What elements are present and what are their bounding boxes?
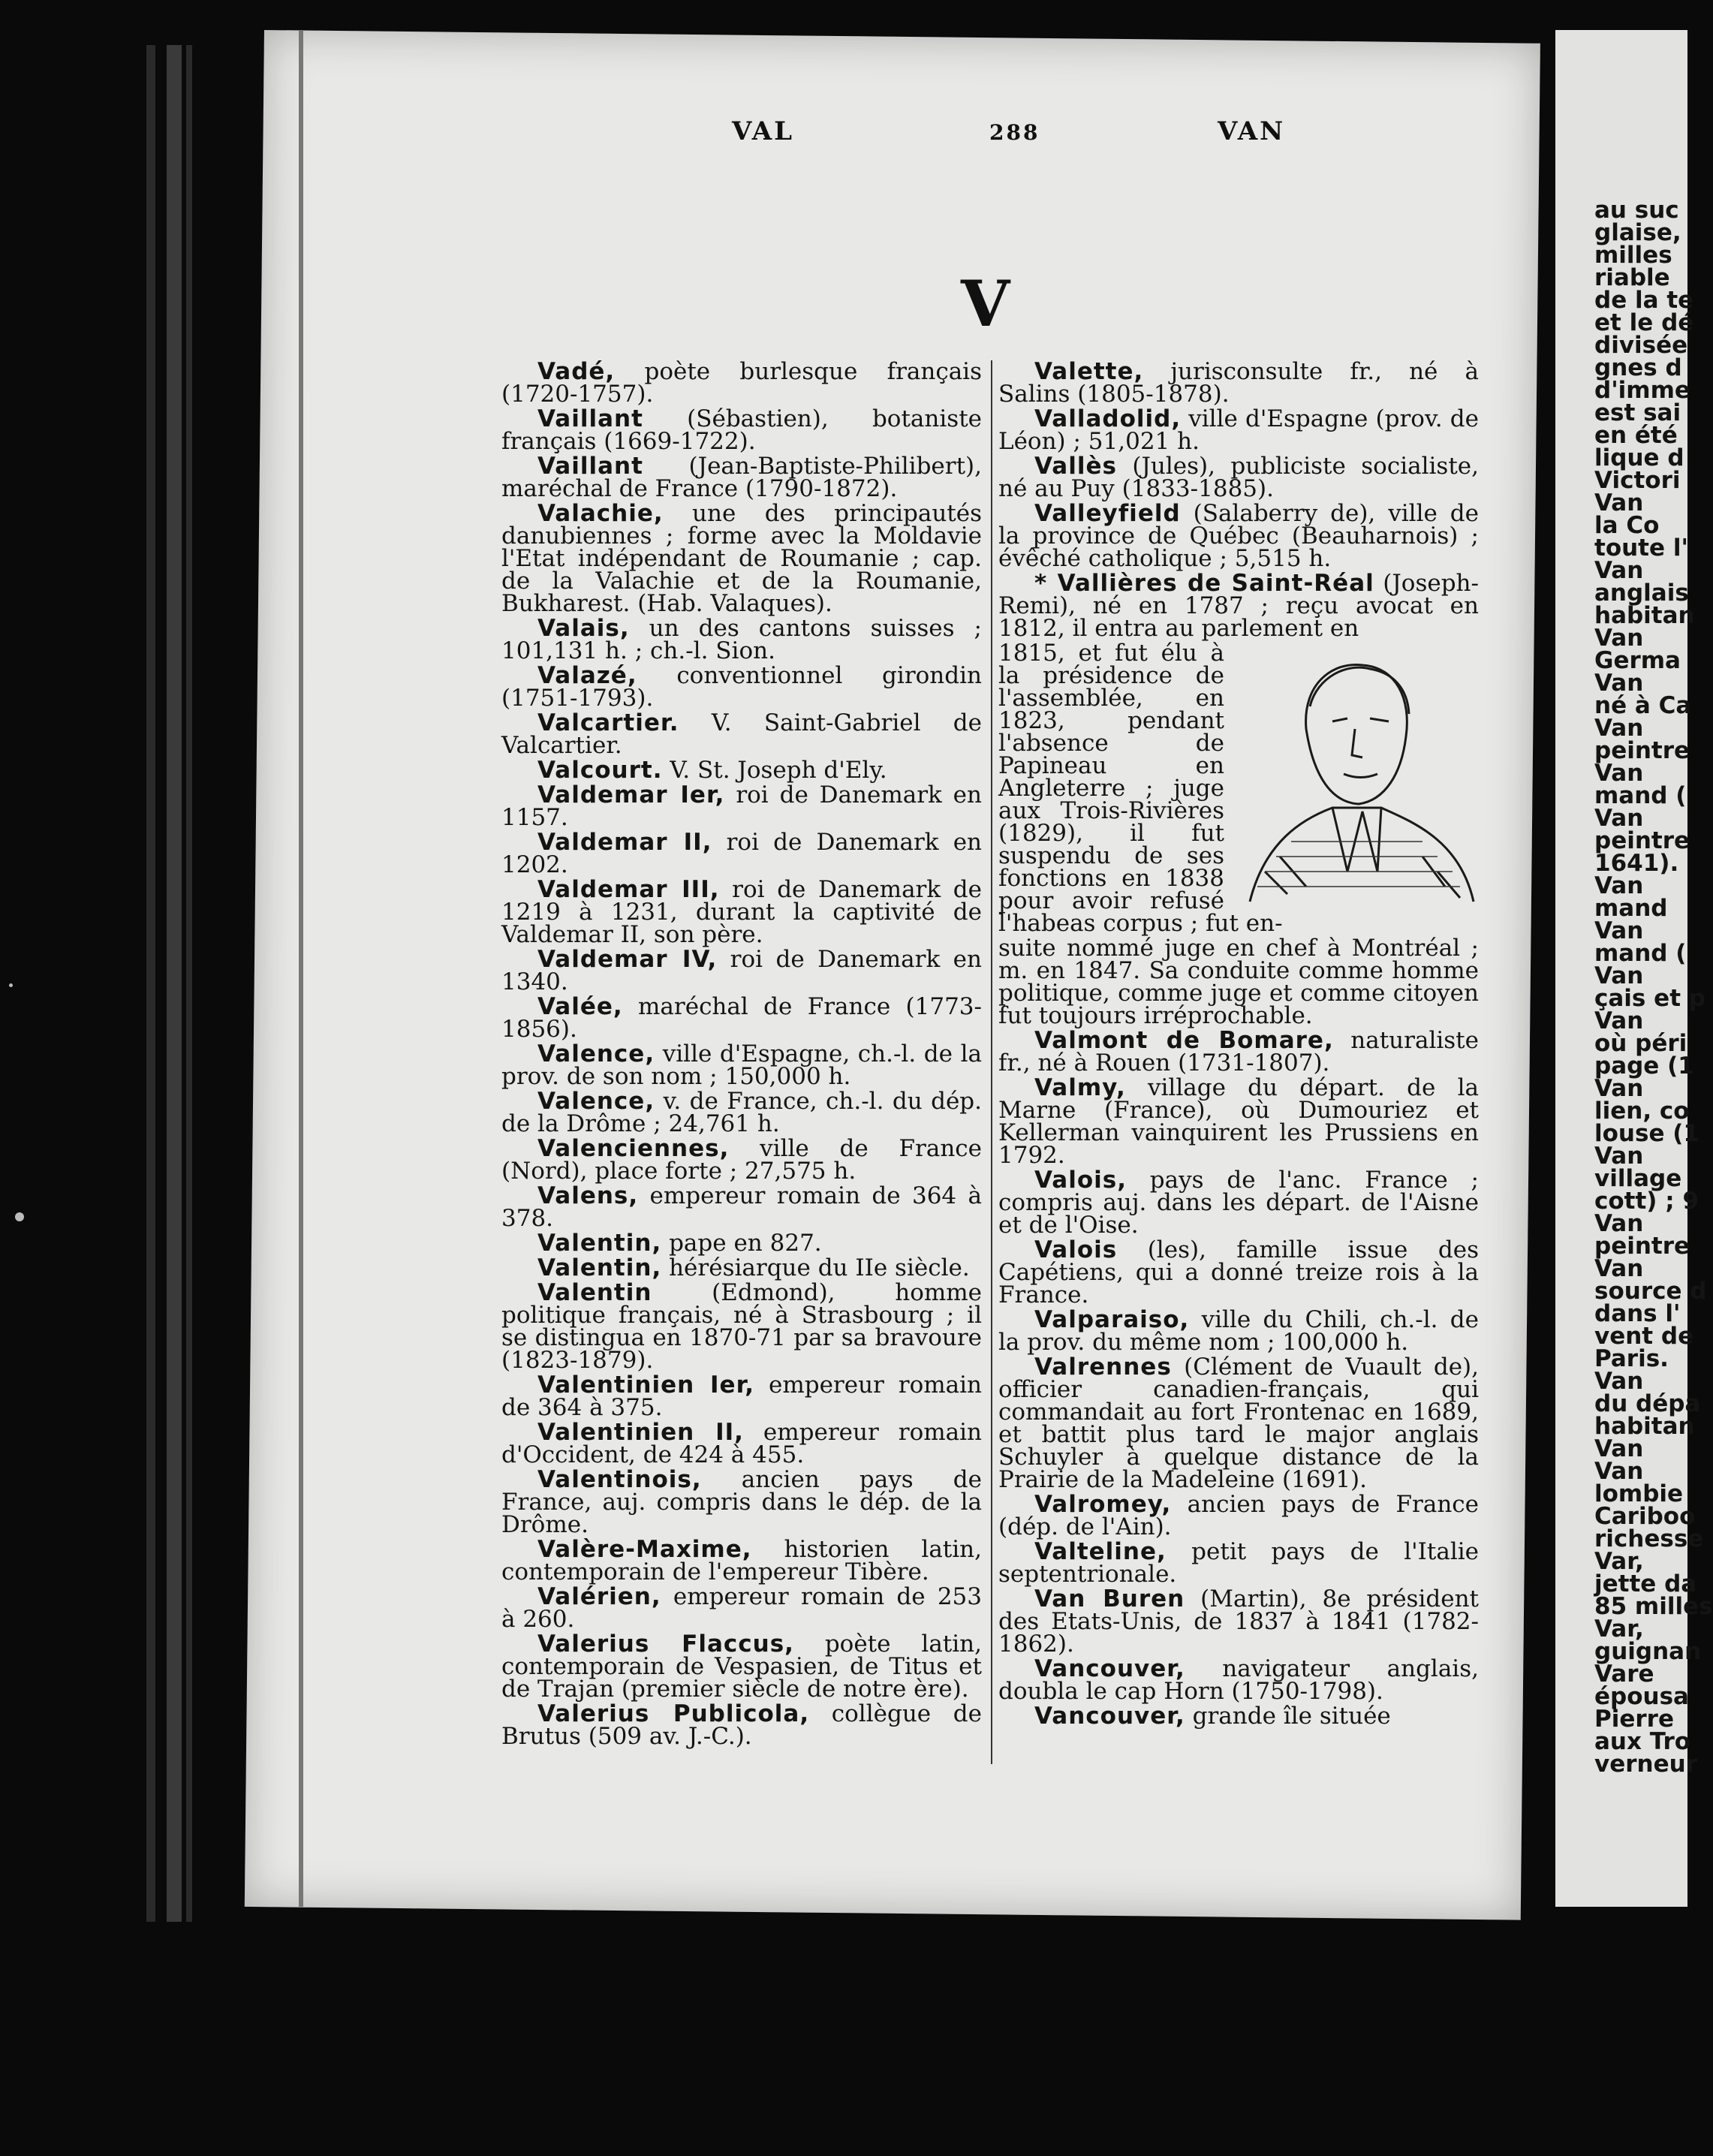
entry-text: ancien pays de France, auj. compris dans le dép. de la Drôme. — [501, 1466, 982, 1538]
entry-text: empereur romain de 253 à 260. — [501, 1583, 982, 1633]
dictionary-entry — [501, 1700, 982, 1750]
entry-headword: Valentinois, — [537, 1466, 702, 1493]
entry-headword: Van Buren — [1034, 1585, 1185, 1612]
dictionary-entry — [998, 1236, 1479, 1308]
facing-page-line: çais et p — [1594, 985, 1705, 1012]
facing-page-line: Pierre — [1594, 1706, 1674, 1733]
entry-headword: Valérien, — [537, 1583, 661, 1610]
section-letter: V — [961, 266, 1010, 341]
facing-page-line: Var, — [1594, 1548, 1644, 1575]
entry-headword: Valmy, — [1034, 1074, 1126, 1101]
entry-headword: Valens, — [537, 1182, 639, 1209]
facing-page-line: Van — [1594, 625, 1644, 652]
entry-headword: Valois, — [1034, 1167, 1127, 1194]
dictionary-entry — [998, 1538, 1479, 1588]
facing-page-line: verneur — [1594, 1751, 1697, 1778]
entry-headword: Valenciennes, — [537, 1135, 730, 1162]
facing-page-line: au suc — [1594, 197, 1679, 224]
entry-headword: Valerius Flaccus, — [537, 1631, 794, 1658]
entry-text: empereur romain d'Occident, de 424 à 455. — [501, 1419, 983, 1468]
entry-text: hérésiarque du IIe siècle. — [661, 1254, 970, 1281]
entry-headword: Vancouver, — [1034, 1703, 1185, 1730]
entry-text: poète latin, contemporain de Vespasien, de Titus et de Trajan (premier siècle de notre ère). — [501, 1631, 982, 1703]
dictionary-entry — [501, 948, 982, 993]
entry-text: roi de Danemark en 1202. — [501, 829, 983, 878]
entry-headword: Valdemar II, — [537, 829, 712, 856]
entry-text: maréchal de France (1773-1856). — [501, 993, 982, 1043]
facing-page-line: Victori — [1594, 467, 1681, 494]
entry-headword: Valmont de Bomare, — [1034, 1027, 1334, 1054]
entry-headword: Valois — [1034, 1236, 1118, 1263]
scan-binding-stripe-3 — [186, 45, 192, 1922]
facing-page-line: Van — [1594, 760, 1644, 787]
left-column — [501, 360, 982, 1750]
entry-text: collègue de Brutus (509 av. J.-C.). — [501, 1700, 982, 1750]
dictionary-entry — [998, 1167, 1479, 1239]
facing-page-line: Van — [1594, 962, 1644, 989]
scan-binding-stripe-2 — [167, 45, 182, 1922]
facing-page-line: peintre — [1594, 1233, 1690, 1260]
entry-text: roi de Danemark en 1157. — [501, 781, 982, 831]
facing-page-line: Van — [1594, 715, 1644, 742]
entry-headword: Valcartier. — [537, 709, 679, 736]
scan-speck — [9, 983, 13, 987]
dictionary-entry — [501, 502, 982, 615]
entry-text: historien latin, contemporain de l'empereur Tibère. — [501, 1536, 982, 1585]
dictionary-entry — [501, 1182, 982, 1232]
entry-headword: Valparaiso, — [1034, 1306, 1190, 1333]
facing-page-line: jette da — [1594, 1570, 1697, 1597]
entry-vallieres-cont: 1815, et fut élu à la présidence de l'assemblée, en 1823, pendant l'absence de Papineau en Angleterre ; juge aux Trois-Rivières (1829), il fut suspendu de ses fonctions en 1838 pour avoir refusé l'habeas corpus ; fut en- — [998, 640, 1283, 937]
entry-vallieres — [998, 572, 1479, 640]
entry-text: naturaliste fr., né à Rouen (1731-1807). — [998, 1027, 1479, 1076]
entry-text: (les), famille issue des Capétiens, qui a donné treize rois à la France. — [998, 1236, 1479, 1308]
entry-headword: Valdemar III, — [537, 876, 720, 903]
entry-text: ville du Chili, ch.-l. de la prov. du même nom ; 100,000 h. — [998, 1306, 1479, 1356]
dictionary-entry — [501, 1040, 982, 1090]
running-head-right: VAN — [1218, 116, 1286, 146]
entry-headword: Valentinien II, — [537, 1419, 744, 1446]
right-column — [998, 360, 1479, 1730]
portrait-engraving — [1235, 646, 1479, 902]
dictionary-entry — [501, 757, 982, 784]
entry-text: ville de France (Nord), place forte ; 27,575 h. — [501, 1135, 982, 1185]
entry-headword: Vadé, — [537, 358, 616, 385]
entry-text: pape en 827. — [661, 1230, 822, 1257]
facing-page-line: village — [1594, 1165, 1682, 1192]
facing-page-line: Paris. — [1594, 1345, 1669, 1372]
scan-binding-stripe-1 — [146, 45, 155, 1922]
facing-page-line: épousa — [1594, 1683, 1689, 1710]
dictionary-entry — [501, 709, 982, 759]
entry-headword: Valazé, — [537, 662, 637, 689]
dictionary-entry — [501, 993, 982, 1043]
dictionary-entry — [998, 1655, 1479, 1705]
entry-text: V. Saint-Gabriel de Valcartier. — [501, 709, 982, 759]
facing-page-line: Van — [1594, 1458, 1644, 1485]
dictionary-entry — [501, 358, 982, 408]
facing-page-line: lien, co — [1594, 1098, 1690, 1125]
entry-text: (Jules), publiciste socialiste, né au Puy (1833-1885). — [998, 453, 1479, 502]
dictionary-entry — [501, 1538, 982, 1583]
facing-page-line: d'imme — [1594, 377, 1690, 404]
entry-text: (Martin), 8e président des Etats-Unis, de 1837 à 1841 (1782-1862). — [998, 1585, 1479, 1658]
entry-headword: * Vallières de Saint-Réal — [1034, 570, 1374, 597]
facing-page-line: Van — [1594, 1368, 1644, 1395]
facing-page-line: lique d — [1594, 444, 1684, 471]
dictionary-entry — [998, 502, 1479, 570]
dictionary-entry — [501, 455, 982, 500]
entry-text: ville d'Espagne, ch.-l. de la prov. de son nom ; 150,000 h. — [501, 1040, 982, 1090]
facing-page-line: Van — [1594, 1143, 1644, 1170]
entry-headword: Valée, — [537, 993, 623, 1020]
facing-page-line: Germa — [1594, 647, 1681, 674]
page-number: 288 — [989, 120, 1040, 145]
entry-text: roi de Danemark en 1340. — [501, 946, 982, 995]
entry-text: V. St. Joseph d'Ely. — [662, 757, 887, 784]
entry-text: (Sébastien), botaniste français (1669-1722). — [501, 405, 982, 455]
facing-page-line: Van — [1594, 1007, 1644, 1034]
entry-headword: Valteline, — [1034, 1538, 1167, 1565]
facing-page-line: cott) ; 9 — [1594, 1188, 1699, 1215]
entry-text: (Clément de Vuault de), officier canadien-français, qui commandait au fort Frontenac en 1689, et battit plus tard le major anglais Schuyler à quelque distance de la Prairie de la Madeleine (1691). — [998, 1354, 1479, 1493]
entry-headword: Valentinien Ier, — [537, 1372, 755, 1399]
entry-text: conventionnel girondin (1751-1793). — [501, 662, 982, 712]
facing-page-line: Vare — [1594, 1661, 1654, 1688]
entry-headword: Valère-Maxime, — [537, 1536, 752, 1563]
dictionary-entry — [998, 455, 1479, 500]
entry-vallieres-end: suite nommé juge en chef à Montréal ; m. en 1847. Sa conduite comme homme politique, comme juge et comme citoyen fut toujours irréprochable. — [998, 935, 1479, 1029]
entry-headword: Valentin — [537, 1279, 652, 1306]
entry-headword: Valentin, — [537, 1230, 662, 1257]
entry-text: empereur romain de 364 à 378. — [501, 1182, 982, 1232]
dictionary-entry — [998, 358, 1479, 408]
facing-page-line: habitan — [1594, 1413, 1695, 1440]
entry-text: ancien pays de France (dép. de l'Ain). — [998, 1491, 1479, 1540]
facing-page-line: divisée — [1594, 332, 1688, 359]
dictionary-entry — [501, 617, 982, 662]
facing-page-line: mand — [1594, 895, 1668, 922]
facing-page-line: toute l' — [1594, 534, 1688, 562]
entry-headword: Valais, — [537, 615, 630, 642]
dictionary-entry — [501, 1281, 982, 1372]
entry-text: grande île située — [1185, 1703, 1391, 1730]
facing-page-line: Van — [1594, 917, 1644, 944]
facing-page-line: mand ( — [1594, 782, 1687, 809]
dictionary-entry — [501, 1585, 982, 1631]
facing-page-line: Van — [1594, 489, 1644, 516]
facing-page-line: 85 milles — [1594, 1593, 1713, 1620]
entry-text: (Joseph-Remi), né en 1787 ; reçu avocat en 1812, il entra au parlement en — [998, 570, 1479, 642]
dictionary-entry — [501, 1631, 982, 1703]
entry-headword: Valence, — [537, 1088, 655, 1115]
facing-page-line: de la te — [1594, 287, 1694, 314]
entry-headword: Vaillant — [537, 405, 643, 432]
facing-page-line: anglais — [1594, 580, 1689, 607]
entry-headword: Valrennes — [1034, 1354, 1172, 1381]
facing-page-line: peintre — [1594, 827, 1690, 854]
entry-text: jurisconsulte fr., né à Salins (1805-1878). — [998, 358, 1479, 408]
column-divider — [991, 360, 992, 1764]
facing-page-line: est sai — [1594, 399, 1681, 426]
dictionary-entry — [501, 781, 982, 831]
dictionary-entry — [501, 1468, 982, 1536]
facing-page-line: page (1 — [1594, 1052, 1694, 1080]
facing-page-fragment — [1555, 30, 1713, 1907]
entry-headword: Valladolid, — [1034, 405, 1182, 432]
entry-text: navigateur anglais, doubla le cap Horn (1750-1798). — [998, 1655, 1479, 1705]
entry-text: empereur romain de 364 à 375. — [501, 1372, 982, 1421]
dictionary-entry — [998, 1029, 1479, 1074]
facing-page-line: richesse — [1594, 1525, 1704, 1552]
facing-page-line: Cariboo — [1594, 1503, 1696, 1530]
entry-headword: Valromey, — [1034, 1491, 1172, 1518]
page-binding-edge — [299, 30, 303, 1907]
facing-page-line: Van — [1594, 1210, 1644, 1237]
dictionary-entry — [998, 405, 1479, 455]
dictionary-entry — [998, 1493, 1479, 1538]
facing-page-line: guignan — [1594, 1638, 1702, 1665]
dictionary-entry — [501, 1230, 982, 1257]
dictionary-entry — [998, 1308, 1479, 1354]
entry-text: (Jean-Baptiste-Philibert), maréchal de France (1790-1872). — [501, 453, 982, 502]
facing-page-line: Van — [1594, 1255, 1644, 1282]
facing-page-line: vent de — [1594, 1323, 1694, 1350]
entry-text: poète burlesque français (1720-1757). — [501, 358, 982, 408]
facing-page-line: Van — [1594, 805, 1644, 832]
facing-page-line: milles — [1594, 242, 1672, 269]
facing-page-line: habitan — [1594, 602, 1695, 629]
entry-headword: Valcourt. — [537, 757, 663, 784]
entry-headword: Valette, — [1034, 358, 1144, 385]
facing-page-line: peintre — [1594, 737, 1690, 764]
facing-page-line: lombie — [1594, 1480, 1684, 1507]
dictionary-entry — [998, 1585, 1479, 1658]
entry-headword: Valleyfield — [1034, 500, 1181, 527]
entry-headword: Valachie, — [537, 500, 664, 527]
entry-text: v. de France, ch.-l. du dép. de la Drôme ; 24,761 h. — [501, 1088, 982, 1137]
facing-page-line: dans l' — [1594, 1300, 1681, 1327]
dictionary-entry — [501, 1421, 982, 1466]
dictionary-entry — [501, 1254, 982, 1281]
entry-text: village du départ. de la Marne (France), où Dumouriez et Kellerman vainquirent les Prussiens en 1792. — [998, 1074, 1479, 1169]
entry-headword: Valdemar IV, — [537, 946, 718, 973]
facing-page-line: louse (1 — [1594, 1120, 1699, 1147]
facing-page-line: Van — [1594, 1075, 1644, 1102]
entry-text: (Salaberry de), ville de la province de Québec (Beauharnois) ; évêché catholique ; 5,515 h. — [998, 500, 1479, 572]
dictionary-entry — [501, 1090, 982, 1135]
dictionary-entry — [998, 1703, 1479, 1730]
facing-page-line: en été — [1594, 422, 1678, 449]
entry-headword: Valdemar Ier, — [537, 781, 725, 808]
entry-headword: Valentin, — [537, 1254, 662, 1281]
facing-page-line: Var, — [1594, 1615, 1644, 1643]
scan-speck — [15, 1212, 24, 1221]
facing-page-line: Van — [1594, 1435, 1644, 1462]
dictionary-entry — [998, 1356, 1479, 1491]
facing-page-line: riable — [1594, 264, 1670, 291]
dictionary-entry — [501, 662, 982, 712]
facing-page-line: Van — [1594, 670, 1644, 697]
facing-page-line: 1641). — [1594, 850, 1679, 877]
facing-page-line: Van — [1594, 557, 1644, 584]
entry-headword: Valence, — [537, 1040, 655, 1067]
facing-page-line: où péri — [1594, 1030, 1687, 1057]
running-head-left: VAL — [732, 116, 795, 146]
dictionary-entry — [501, 405, 982, 455]
entry-headword: Valerius Publicola, — [537, 1700, 810, 1727]
entry-text: ville d'Espagne (prov. de Léon) ; 51,021 h. — [998, 405, 1479, 455]
dictionary-entry — [501, 1374, 982, 1419]
entry-text: pays de l'anc. France ; compris auj. dans les départ. de l'Aisne et de l'Oise. — [998, 1167, 1479, 1239]
dictionary-entry — [998, 1076, 1479, 1167]
facing-page-line: aux Tro — [1594, 1728, 1691, 1755]
dictionary-entry — [501, 1135, 982, 1185]
facing-page-line: gnes d — [1594, 354, 1682, 381]
entry-headword: Vallès — [1034, 453, 1117, 480]
entry-text: un des cantons suisses ; 101,131 h. ; ch.-l. Sion. — [501, 615, 982, 664]
entry-text: une des principautés danubiennes ; forme avec la Moldavie l'Etat indépendant de Roumanie ; cap. de la Valachie et de la Roumanie, Bukharest. (Hab. Valaques). — [501, 500, 982, 617]
facing-page-line: mand ( — [1594, 940, 1687, 967]
entry-text: petit pays de l'Italie septentrionale. — [998, 1538, 1479, 1588]
facing-page-line: Van — [1594, 872, 1644, 899]
facing-page-line: source d — [1594, 1278, 1707, 1305]
facing-page-line: du dépa — [1594, 1390, 1701, 1417]
dictionary-entry — [501, 878, 982, 946]
facing-page-line: et le dé — [1594, 309, 1694, 336]
facing-page-line: né à Ca — [1594, 692, 1692, 719]
entry-headword: Vancouver, — [1034, 1655, 1185, 1682]
facing-page-line: glaise, — [1594, 219, 1681, 246]
facing-page-line: la Co — [1594, 512, 1660, 539]
entry-headword: Vaillant — [537, 453, 643, 480]
entry-text: roi de Danemark de 1219 à 1231, durant la captivité de Valdemar II, son père. — [501, 876, 982, 948]
entry-text: (Edmond), homme politique français, né à Strasbourg ; il se distingua en 1870-71 par sa bravoure (1823-1879). — [501, 1279, 982, 1374]
dictionary-entry — [501, 831, 982, 876]
